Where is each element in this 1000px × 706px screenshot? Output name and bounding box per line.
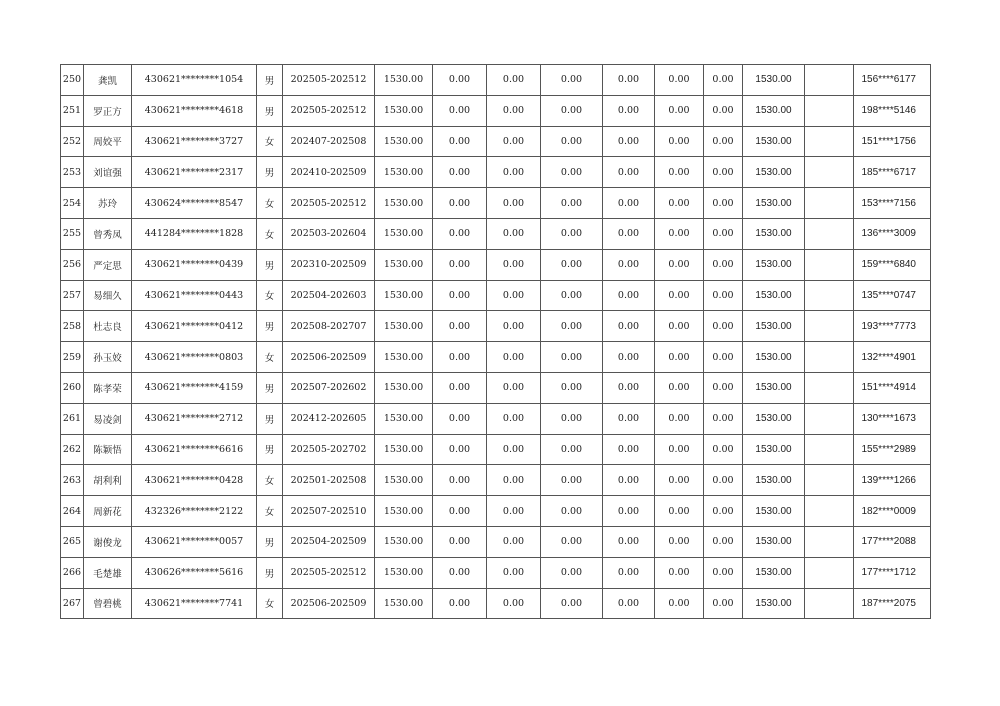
cell-amount-e: 0.00	[603, 526, 655, 557]
cell-amount-f: 0.00	[655, 588, 704, 619]
cell-amount-d: 0.00	[541, 95, 603, 126]
table-row	[61, 557, 931, 588]
table-row	[61, 249, 931, 280]
cell-amount-f: 0.00	[655, 557, 704, 588]
table-row	[61, 157, 931, 188]
cell-amount-c: 0.00	[487, 588, 541, 619]
cell-row-number: 257	[61, 280, 84, 311]
cell-phone-number: 153****7156	[854, 188, 931, 219]
cell-amount-g: 0.00	[704, 188, 743, 219]
cell-amount-g: 0.00	[704, 526, 743, 557]
cell-amount-a: 1530.00	[375, 403, 433, 434]
table-row	[61, 588, 931, 619]
cell-period: 202505-202512	[283, 95, 375, 126]
cell-amount-e: 0.00	[603, 311, 655, 342]
cell-amount-c: 0.00	[487, 465, 541, 496]
cell-period: 202407-202508	[283, 126, 375, 157]
cell-amount-c: 0.00	[487, 372, 541, 403]
cell-person-name: 龚凯	[84, 65, 132, 96]
subsidy-table	[60, 64, 931, 619]
cell-amount-b: 0.00	[433, 126, 487, 157]
cell-id-number: 430621********0057	[132, 526, 257, 557]
cell-phone-number: 151****4914	[854, 372, 931, 403]
cell-row-number: 251	[61, 95, 84, 126]
cell-amount-a: 1530.00	[375, 311, 433, 342]
cell-gender: 男	[257, 526, 283, 557]
cell-id-number: 430621********2317	[132, 157, 257, 188]
cell-total-amount: 1530.00	[743, 311, 805, 342]
cell-id-number: 430621********7741	[132, 588, 257, 619]
cell-amount-c: 0.00	[487, 280, 541, 311]
cell-amount-b: 0.00	[433, 496, 487, 527]
cell-total-amount: 1530.00	[743, 126, 805, 157]
cell-amount-d: 0.00	[541, 280, 603, 311]
cell-amount-b: 0.00	[433, 526, 487, 557]
cell-amount-b: 0.00	[433, 557, 487, 588]
cell-amount-c: 0.00	[487, 526, 541, 557]
cell-phone-number: 136****3009	[854, 218, 931, 249]
cell-amount-f: 0.00	[655, 218, 704, 249]
table-row	[61, 403, 931, 434]
table-row	[61, 496, 931, 527]
cell-amount-d: 0.00	[541, 526, 603, 557]
cell-phone-number: 177****2088	[854, 526, 931, 557]
cell-amount-f: 0.00	[655, 403, 704, 434]
cell-amount-e: 0.00	[603, 496, 655, 527]
cell-phone-number: 139****1266	[854, 465, 931, 496]
cell-amount-b: 0.00	[433, 372, 487, 403]
cell-amount-a: 1530.00	[375, 465, 433, 496]
cell-row-number: 256	[61, 249, 84, 280]
cell-person-name: 苏玲	[84, 188, 132, 219]
cell-phone-number: 187****2075	[854, 588, 931, 619]
cell-row-number: 265	[61, 526, 84, 557]
cell-person-name: 周姣平	[84, 126, 132, 157]
cell-period: 202508-202707	[283, 311, 375, 342]
cell-phone-number: 198****5146	[854, 95, 931, 126]
cell-amount-c: 0.00	[487, 126, 541, 157]
cell-id-number: 430621********1054	[132, 65, 257, 96]
cell-gender: 女	[257, 465, 283, 496]
cell-total-amount: 1530.00	[743, 557, 805, 588]
cell-remark	[805, 557, 854, 588]
cell-remark	[805, 188, 854, 219]
cell-id-number: 432326********2122	[132, 496, 257, 527]
cell-period: 202506-202509	[283, 342, 375, 373]
cell-total-amount: 1530.00	[743, 280, 805, 311]
cell-amount-d: 0.00	[541, 588, 603, 619]
table-row	[61, 465, 931, 496]
cell-row-number: 262	[61, 434, 84, 465]
cell-amount-c: 0.00	[487, 557, 541, 588]
cell-phone-number: 185****6717	[854, 157, 931, 188]
cell-gender: 男	[257, 95, 283, 126]
cell-remark	[805, 280, 854, 311]
cell-amount-f: 0.00	[655, 126, 704, 157]
cell-amount-a: 1530.00	[375, 372, 433, 403]
cell-row-number: 255	[61, 218, 84, 249]
cell-amount-g: 0.00	[704, 95, 743, 126]
table-row	[61, 65, 931, 96]
cell-id-number: 430621********3727	[132, 126, 257, 157]
cell-amount-g: 0.00	[704, 403, 743, 434]
cell-row-number: 259	[61, 342, 84, 373]
cell-amount-a: 1530.00	[375, 95, 433, 126]
cell-amount-g: 0.00	[704, 157, 743, 188]
cell-amount-g: 0.00	[704, 126, 743, 157]
cell-amount-g: 0.00	[704, 280, 743, 311]
table-row	[61, 280, 931, 311]
cell-gender: 男	[257, 311, 283, 342]
cell-amount-f: 0.00	[655, 372, 704, 403]
cell-total-amount: 1530.00	[743, 526, 805, 557]
cell-amount-g: 0.00	[704, 496, 743, 527]
cell-gender: 女	[257, 218, 283, 249]
cell-remark	[805, 249, 854, 280]
cell-phone-number: 159****6840	[854, 249, 931, 280]
cell-person-name: 杜志良	[84, 311, 132, 342]
table-row	[61, 188, 931, 219]
cell-phone-number: 151****1756	[854, 126, 931, 157]
cell-amount-b: 0.00	[433, 65, 487, 96]
cell-amount-c: 0.00	[487, 249, 541, 280]
cell-amount-g: 0.00	[704, 557, 743, 588]
cell-total-amount: 1530.00	[743, 588, 805, 619]
cell-id-number: 430621********0412	[132, 311, 257, 342]
cell-amount-b: 0.00	[433, 434, 487, 465]
cell-gender: 男	[257, 434, 283, 465]
cell-amount-e: 0.00	[603, 126, 655, 157]
cell-amount-f: 0.00	[655, 465, 704, 496]
cell-amount-a: 1530.00	[375, 157, 433, 188]
cell-gender: 男	[257, 157, 283, 188]
cell-amount-d: 0.00	[541, 249, 603, 280]
cell-gender: 男	[257, 403, 283, 434]
cell-amount-d: 0.00	[541, 65, 603, 96]
cell-amount-g: 0.00	[704, 372, 743, 403]
cell-amount-e: 0.00	[603, 218, 655, 249]
table-row	[61, 95, 931, 126]
cell-period: 202505-202512	[283, 188, 375, 219]
cell-amount-a: 1530.00	[375, 588, 433, 619]
cell-amount-c: 0.00	[487, 95, 541, 126]
cell-period: 202505-202512	[283, 557, 375, 588]
cell-amount-c: 0.00	[487, 188, 541, 219]
cell-phone-number: 135****0747	[854, 280, 931, 311]
cell-person-name: 陈颖悟	[84, 434, 132, 465]
cell-gender: 男	[257, 65, 283, 96]
cell-row-number: 266	[61, 557, 84, 588]
cell-person-name: 刘谊强	[84, 157, 132, 188]
cell-amount-c: 0.00	[487, 311, 541, 342]
cell-row-number: 267	[61, 588, 84, 619]
cell-amount-f: 0.00	[655, 280, 704, 311]
cell-amount-e: 0.00	[603, 588, 655, 619]
cell-phone-number: 130****1673	[854, 403, 931, 434]
table-row	[61, 434, 931, 465]
cell-period: 202504-202509	[283, 526, 375, 557]
cell-total-amount: 1530.00	[743, 157, 805, 188]
cell-total-amount: 1530.00	[743, 465, 805, 496]
cell-amount-g: 0.00	[704, 218, 743, 249]
cell-period: 202410-202509	[283, 157, 375, 188]
cell-person-name: 易细久	[84, 280, 132, 311]
cell-phone-number: 182****0009	[854, 496, 931, 527]
cell-person-name: 谢俊龙	[84, 526, 132, 557]
cell-gender: 女	[257, 126, 283, 157]
cell-amount-c: 0.00	[487, 403, 541, 434]
cell-amount-c: 0.00	[487, 218, 541, 249]
cell-period: 202310-202509	[283, 249, 375, 280]
cell-amount-a: 1530.00	[375, 557, 433, 588]
cell-amount-b: 0.00	[433, 465, 487, 496]
cell-amount-a: 1530.00	[375, 65, 433, 96]
cell-amount-e: 0.00	[603, 372, 655, 403]
cell-amount-a: 1530.00	[375, 218, 433, 249]
cell-amount-a: 1530.00	[375, 188, 433, 219]
cell-amount-e: 0.00	[603, 403, 655, 434]
cell-period: 202505-202702	[283, 434, 375, 465]
cell-amount-e: 0.00	[603, 434, 655, 465]
cell-total-amount: 1530.00	[743, 65, 805, 96]
cell-id-number: 430626********5616	[132, 557, 257, 588]
cell-phone-number: 155****2989	[854, 434, 931, 465]
cell-amount-g: 0.00	[704, 249, 743, 280]
cell-amount-d: 0.00	[541, 434, 603, 465]
cell-person-name: 易凌剑	[84, 403, 132, 434]
cell-phone-number: 156****6177	[854, 65, 931, 96]
cell-id-number: 430621********2712	[132, 403, 257, 434]
cell-remark	[805, 342, 854, 373]
table-row	[61, 372, 931, 403]
cell-total-amount: 1530.00	[743, 95, 805, 126]
cell-row-number: 253	[61, 157, 84, 188]
cell-remark	[805, 157, 854, 188]
cell-amount-d: 0.00	[541, 218, 603, 249]
cell-amount-f: 0.00	[655, 95, 704, 126]
cell-gender: 女	[257, 588, 283, 619]
cell-amount-f: 0.00	[655, 311, 704, 342]
cell-id-number: 430621********0803	[132, 342, 257, 373]
cell-row-number: 260	[61, 372, 84, 403]
cell-amount-d: 0.00	[541, 465, 603, 496]
cell-id-number: 430621********0443	[132, 280, 257, 311]
cell-person-name: 曾碧桃	[84, 588, 132, 619]
cell-row-number: 254	[61, 188, 84, 219]
cell-remark	[805, 526, 854, 557]
cell-gender: 女	[257, 188, 283, 219]
cell-gender: 女	[257, 342, 283, 373]
cell-amount-e: 0.00	[603, 65, 655, 96]
cell-amount-c: 0.00	[487, 496, 541, 527]
cell-gender: 男	[257, 249, 283, 280]
cell-person-name: 周新花	[84, 496, 132, 527]
cell-person-name: 孙玉姣	[84, 342, 132, 373]
cell-amount-b: 0.00	[433, 280, 487, 311]
cell-amount-b: 0.00	[433, 157, 487, 188]
table-row	[61, 311, 931, 342]
cell-amount-g: 0.00	[704, 465, 743, 496]
cell-total-amount: 1530.00	[743, 496, 805, 527]
cell-amount-a: 1530.00	[375, 526, 433, 557]
cell-remark	[805, 311, 854, 342]
cell-amount-g: 0.00	[704, 434, 743, 465]
cell-period: 202507-202602	[283, 372, 375, 403]
cell-amount-a: 1530.00	[375, 249, 433, 280]
cell-person-name: 陈孝荣	[84, 372, 132, 403]
cell-row-number: 261	[61, 403, 84, 434]
cell-amount-f: 0.00	[655, 65, 704, 96]
cell-person-name: 严定思	[84, 249, 132, 280]
cell-amount-b: 0.00	[433, 588, 487, 619]
cell-gender: 女	[257, 496, 283, 527]
cell-total-amount: 1530.00	[743, 342, 805, 373]
cell-remark	[805, 372, 854, 403]
cell-amount-c: 0.00	[487, 65, 541, 96]
cell-amount-b: 0.00	[433, 403, 487, 434]
cell-person-name: 胡利利	[84, 465, 132, 496]
table-row	[61, 126, 931, 157]
table-row	[61, 218, 931, 249]
table-row	[61, 526, 931, 557]
cell-amount-e: 0.00	[603, 157, 655, 188]
cell-amount-e: 0.00	[603, 465, 655, 496]
cell-amount-f: 0.00	[655, 342, 704, 373]
cell-amount-a: 1530.00	[375, 496, 433, 527]
cell-row-number: 263	[61, 465, 84, 496]
cell-amount-b: 0.00	[433, 218, 487, 249]
cell-amount-b: 0.00	[433, 342, 487, 373]
cell-remark	[805, 588, 854, 619]
cell-total-amount: 1530.00	[743, 403, 805, 434]
cell-id-number: 430624********8547	[132, 188, 257, 219]
cell-remark	[805, 403, 854, 434]
cell-amount-b: 0.00	[433, 188, 487, 219]
cell-amount-g: 0.00	[704, 342, 743, 373]
cell-gender: 男	[257, 557, 283, 588]
cell-amount-d: 0.00	[541, 403, 603, 434]
cell-amount-d: 0.00	[541, 372, 603, 403]
cell-period: 202503-202604	[283, 218, 375, 249]
cell-amount-g: 0.00	[704, 588, 743, 619]
cell-id-number: 430621********4618	[132, 95, 257, 126]
cell-amount-c: 0.00	[487, 157, 541, 188]
cell-amount-d: 0.00	[541, 496, 603, 527]
cell-person-name: 曾秀凤	[84, 218, 132, 249]
cell-period: 202505-202512	[283, 65, 375, 96]
cell-id-number: 430621********4159	[132, 372, 257, 403]
cell-period: 202501-202508	[283, 465, 375, 496]
cell-remark	[805, 95, 854, 126]
cell-total-amount: 1530.00	[743, 434, 805, 465]
cell-phone-number: 177****1712	[854, 557, 931, 588]
cell-amount-e: 0.00	[603, 280, 655, 311]
cell-amount-f: 0.00	[655, 157, 704, 188]
cell-row-number: 250	[61, 65, 84, 96]
cell-amount-f: 0.00	[655, 188, 704, 219]
cell-total-amount: 1530.00	[743, 188, 805, 219]
cell-amount-b: 0.00	[433, 311, 487, 342]
cell-amount-f: 0.00	[655, 496, 704, 527]
cell-remark	[805, 218, 854, 249]
cell-id-number: 430621********0439	[132, 249, 257, 280]
cell-amount-e: 0.00	[603, 249, 655, 280]
cell-amount-b: 0.00	[433, 95, 487, 126]
cell-row-number: 258	[61, 311, 84, 342]
cell-amount-c: 0.00	[487, 434, 541, 465]
cell-gender: 女	[257, 280, 283, 311]
cell-amount-d: 0.00	[541, 126, 603, 157]
cell-amount-f: 0.00	[655, 434, 704, 465]
cell-remark	[805, 65, 854, 96]
cell-amount-d: 0.00	[541, 342, 603, 373]
table-body	[61, 65, 931, 619]
cell-phone-number: 193****7773	[854, 311, 931, 342]
cell-total-amount: 1530.00	[743, 249, 805, 280]
cell-amount-e: 0.00	[603, 188, 655, 219]
cell-gender: 男	[257, 372, 283, 403]
cell-remark	[805, 496, 854, 527]
cell-amount-e: 0.00	[603, 557, 655, 588]
cell-period: 202506-202509	[283, 588, 375, 619]
cell-person-name: 罗正方	[84, 95, 132, 126]
cell-row-number: 264	[61, 496, 84, 527]
cell-amount-a: 1530.00	[375, 342, 433, 373]
cell-amount-f: 0.00	[655, 526, 704, 557]
cell-period: 202507-202510	[283, 496, 375, 527]
cell-period: 202504-202603	[283, 280, 375, 311]
table-row	[61, 342, 931, 373]
cell-row-number: 252	[61, 126, 84, 157]
cell-id-number: 430621********0428	[132, 465, 257, 496]
cell-amount-a: 1530.00	[375, 126, 433, 157]
cell-phone-number: 132****4901	[854, 342, 931, 373]
cell-amount-d: 0.00	[541, 311, 603, 342]
cell-id-number: 441284********1828	[132, 218, 257, 249]
cell-id-number: 430621********6616	[132, 434, 257, 465]
cell-amount-b: 0.00	[433, 249, 487, 280]
cell-amount-g: 0.00	[704, 311, 743, 342]
cell-remark	[805, 126, 854, 157]
cell-total-amount: 1530.00	[743, 218, 805, 249]
cell-remark	[805, 434, 854, 465]
cell-amount-a: 1530.00	[375, 280, 433, 311]
cell-amount-a: 1530.00	[375, 434, 433, 465]
cell-amount-e: 0.00	[603, 95, 655, 126]
cell-total-amount: 1530.00	[743, 372, 805, 403]
cell-amount-f: 0.00	[655, 249, 704, 280]
cell-amount-c: 0.00	[487, 342, 541, 373]
cell-amount-d: 0.00	[541, 157, 603, 188]
cell-amount-d: 0.00	[541, 188, 603, 219]
cell-period: 202412-202605	[283, 403, 375, 434]
cell-amount-d: 0.00	[541, 557, 603, 588]
cell-person-name: 毛楚雄	[84, 557, 132, 588]
cell-remark	[805, 465, 854, 496]
cell-amount-g: 0.00	[704, 65, 743, 96]
cell-amount-e: 0.00	[603, 342, 655, 373]
